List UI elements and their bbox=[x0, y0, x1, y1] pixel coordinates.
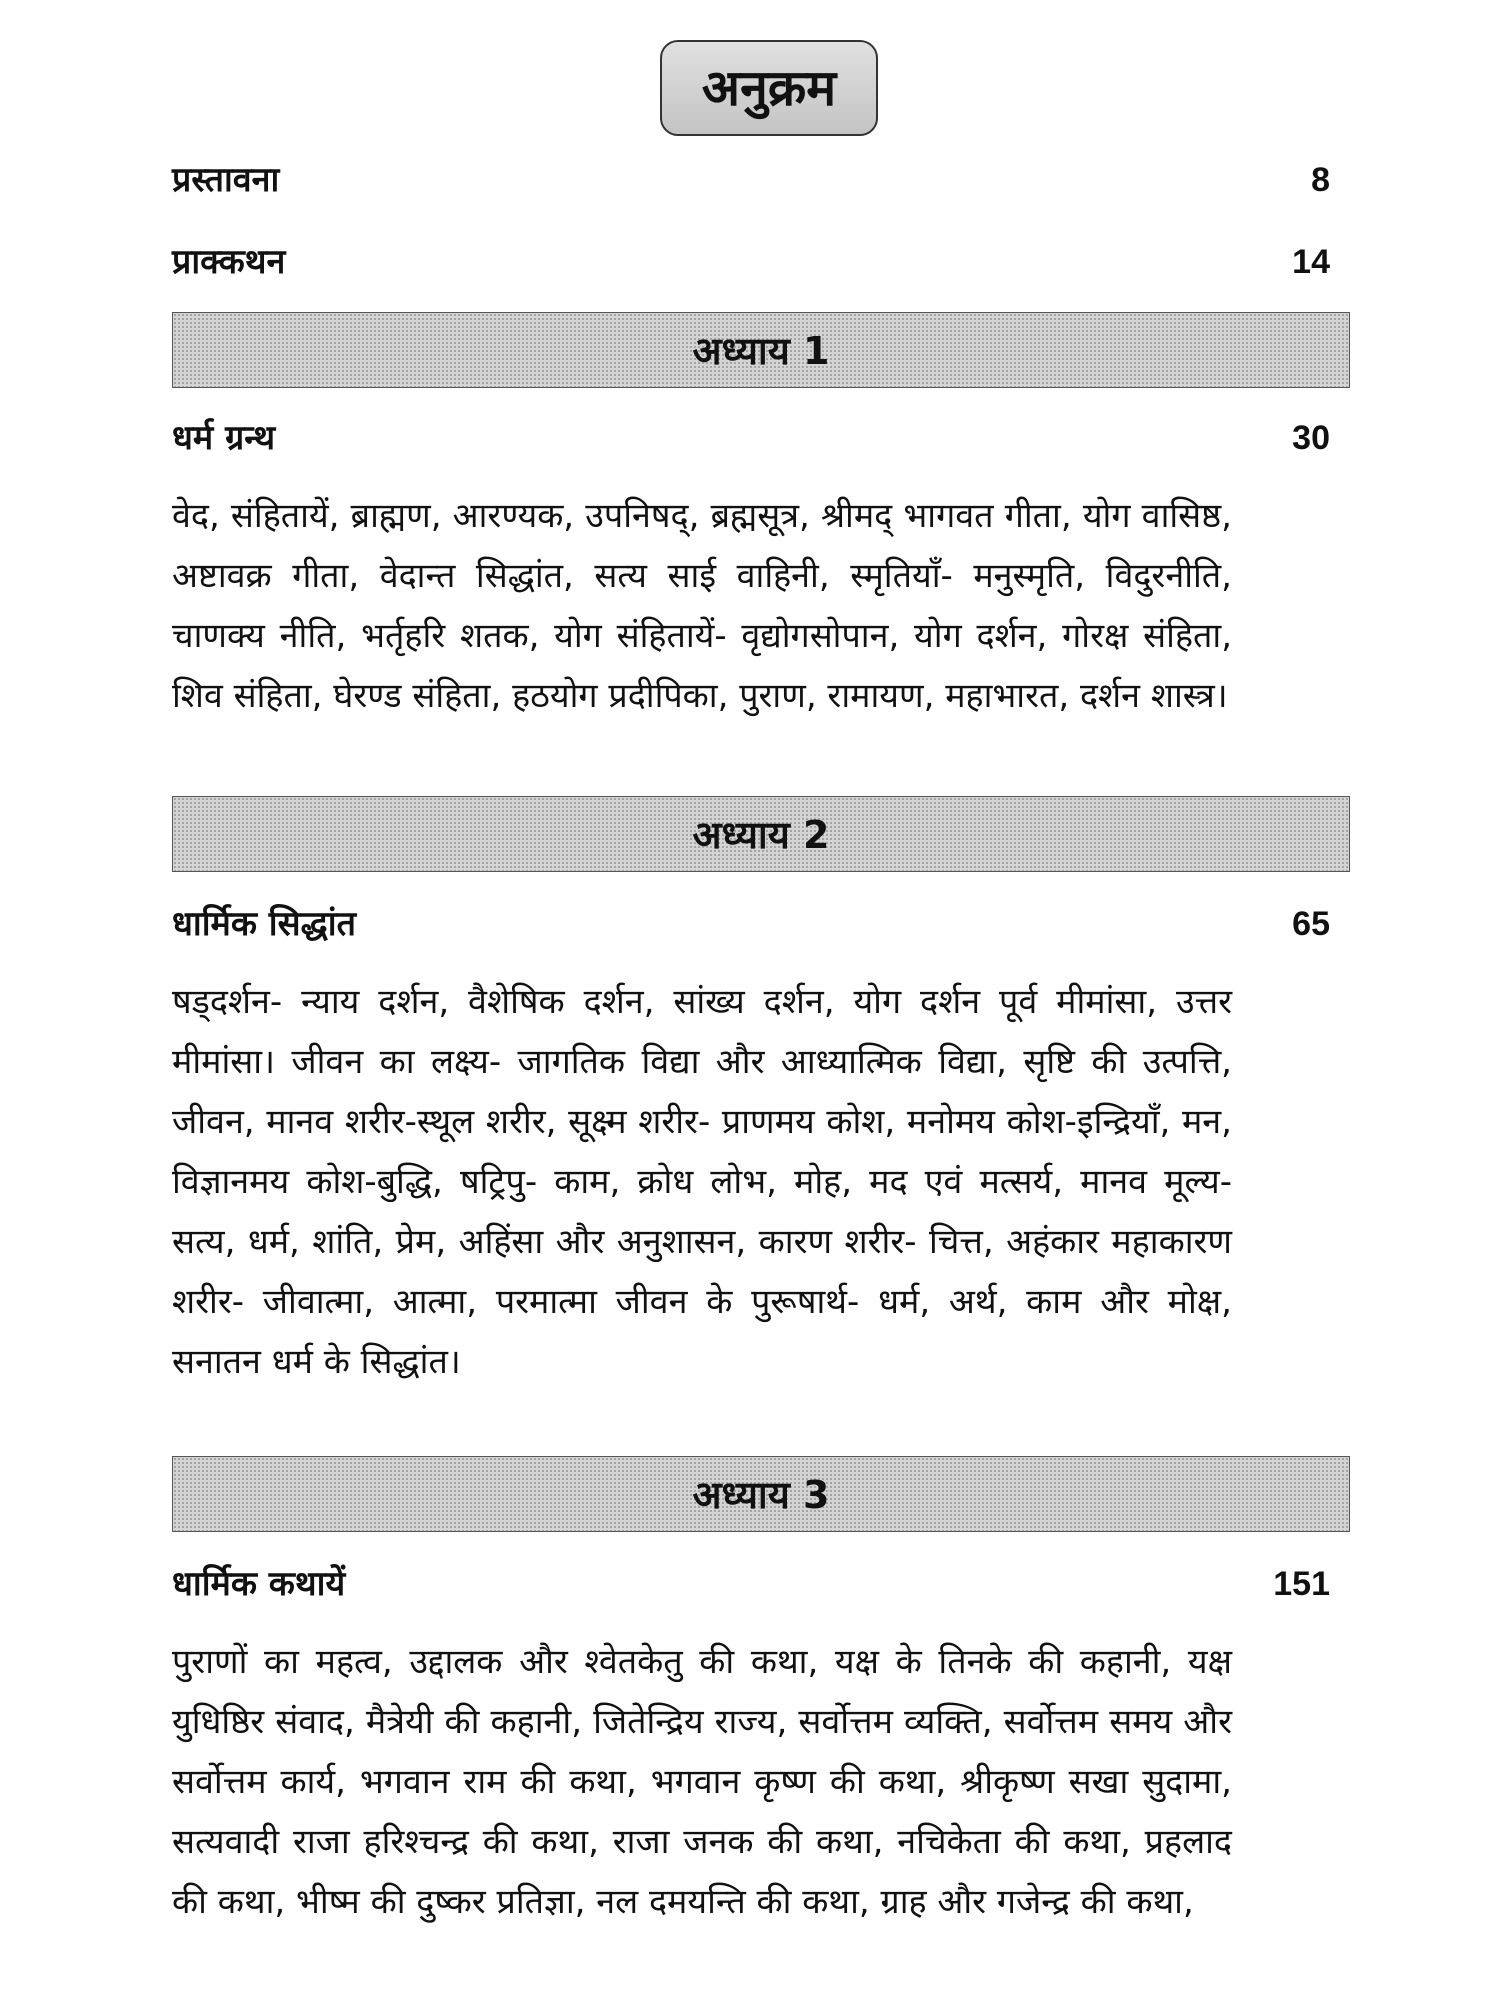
chapter-1-bar bbox=[172, 312, 1350, 388]
toc-heading-box bbox=[660, 40, 878, 136]
chapter-1-contents: वेद, संहितायें, ब्राह्मण, आरण्यक, उपनिषद्, ब्रह्मसूत्र, श्रीमद् भागवत गीता, योग वासिष्ठ, अष्टावक्र गीता, वेदान्त सिद्धांत, सत्य साई वाहिनी, स्मृतियाँ- मनुस्मृति, विदुरनीति, चाणक्य नीति, भर्तृहरि शतक, योग संहितायें- वृद्योगसोपान, योग दर्शन, गोरक्ष संहिता, शिव संहिता, घेरण्ड संहिता, हठयोग प्रदीपिका, पुराण, रामायण, महाभारत, दर्शन शास्त्र। bbox=[172, 496, 1232, 716]
chapter-2-bar bbox=[172, 796, 1350, 872]
toc-entry-chapter-2[interactable] bbox=[172, 902, 1330, 946]
chapter-2-contents: षड्दर्शन- न्याय दर्शन, वैशेषिक दर्शन, सांख्य दर्शन, योग दर्शन पूर्व मीमांसा, उत्तर मीमांसा। जीवन का लक्ष्य- जागतिक विद्या और आध्यात्मिक विद्या, सृष्टि की उत्पत्ति, जीवन, मानव शरीर-स्थूल शरीर, सूक्ष्म शरीर- प्राणमय कोश, मनोमय कोश-इन्द्रियाँ, मन, विज्ञानमय कोश-बुद्धि, षट्रिपु- काम, क्रोध लोभ, मोह, मद एवं मत्सर्य, मानव मूल्य- सत्य, धर्म, शांति, प्रेम, अहिंसा और अनुशासन, कारण शरीर- चित्त, अहंकार महाकारण शरीर- जीवात्मा, आत्मा, परमात्मा जीवन के पुरूषार्थ- धर्म, अर्थ, काम और मोक्ष, सनातन धर्म के सिद्धांत। bbox=[172, 982, 1232, 1382]
toc-entry-title: प्रस्तावना bbox=[172, 160, 280, 200]
toc-entry-page: 151 bbox=[1273, 1565, 1330, 1603]
toc-entry-preface[interactable] bbox=[172, 158, 1330, 202]
chapter-1-label: अध्याय 1 bbox=[692, 329, 830, 373]
toc-entry-page: 65 bbox=[1292, 905, 1330, 943]
toc-entry-title: धार्मिक सिद्धांत bbox=[172, 904, 356, 944]
toc-heading: अनुक्रम bbox=[701, 59, 837, 117]
toc-entry-chapter-1[interactable] bbox=[172, 416, 1330, 460]
toc-entry-chapter-3[interactable] bbox=[172, 1562, 1330, 1606]
toc-entry-page: 14 bbox=[1292, 243, 1330, 281]
toc-entry-foreword[interactable] bbox=[172, 240, 1330, 284]
toc-entry-title: धर्म ग्रन्थ bbox=[172, 418, 276, 458]
chapter-2-label: अध्याय 2 bbox=[692, 813, 830, 857]
toc-entry-page: 30 bbox=[1292, 419, 1330, 457]
chapter-3-label: अध्याय 3 bbox=[692, 1473, 830, 1517]
toc-entry-title: प्राक्कथन bbox=[172, 242, 286, 282]
toc-entry-page: 8 bbox=[1311, 161, 1330, 199]
toc-entry-title: धार्मिक कथायें bbox=[172, 1564, 346, 1604]
chapter-3-bar bbox=[172, 1456, 1350, 1532]
chapter-3-contents: पुराणों का महत्व, उद्दालक और श्वेतकेतु की कथा, यक्ष के तिनके की कहानी, यक्ष युधिष्ठिर संवाद, मैत्रेयी की कहानी, जितेन्द्रिय राज्य, सर्वोत्तम व्यक्ति, सर्वोत्तम समय और सर्वोत्तम कार्य, भगवान राम की कथा, भगवान कृष्ण की कथा, श्रीकृष्ण सखा सुदामा, सत्यवादी राजा हरिश्चन्द्र की कथा, राजा जनक की कथा, नचिकेता की कथा, प्रहलाद की कथा, भीष्म की दुष्कर प्रतिज्ञा, नल दमयन्ति की कथा, ग्राह और गजेन्द्र की कथा, bbox=[172, 1642, 1232, 1922]
